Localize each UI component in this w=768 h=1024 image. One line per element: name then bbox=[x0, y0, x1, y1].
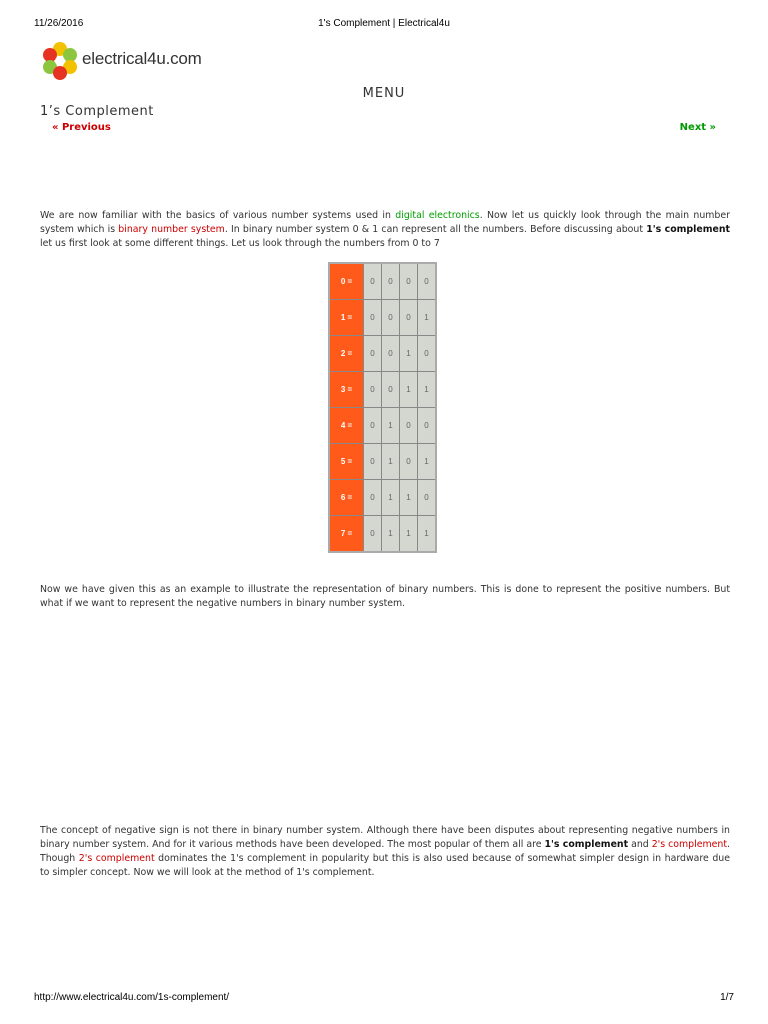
number-label-cell: 3 = bbox=[329, 372, 364, 408]
bit-cell: 0 bbox=[364, 516, 382, 553]
bit-cell: 1 bbox=[382, 408, 400, 444]
bit-cell: 0 bbox=[418, 480, 437, 516]
example-paragraph bbox=[40, 583, 730, 611]
bit-cell: 1 bbox=[400, 336, 418, 372]
twos-complement-link[interactable]: 2's complement bbox=[78, 853, 155, 864]
bit-cell: 1 bbox=[418, 444, 437, 480]
table-row bbox=[329, 480, 436, 516]
bit-cell: 0 bbox=[364, 263, 382, 300]
digital-electronics-link[interactable]: digital electronics bbox=[395, 210, 480, 221]
number-label-cell: 0 = bbox=[329, 263, 364, 300]
bit-cell: 1 bbox=[382, 480, 400, 516]
bit-cell: 1 bbox=[400, 480, 418, 516]
bit-cell: 0 bbox=[364, 336, 382, 372]
bit-cell: 0 bbox=[400, 300, 418, 336]
bit-cell: 0 bbox=[418, 408, 437, 444]
text-segment: We are now familiar with the basics of various number systems used in bbox=[40, 210, 396, 221]
text-segment: let us first look at some different things. Let us look through the numbers from 0 to 7 bbox=[40, 238, 440, 249]
page-title: 1’s Complement bbox=[40, 104, 154, 119]
table-row bbox=[329, 408, 436, 444]
page-number: 1/7 bbox=[720, 992, 734, 1003]
intro-paragraph bbox=[40, 209, 730, 251]
bit-cell: 0 bbox=[400, 444, 418, 480]
text-segment: . Though bbox=[40, 839, 730, 864]
number-label-cell: 2 = bbox=[329, 336, 364, 372]
number-label-cell: 5 = bbox=[329, 444, 364, 480]
bit-cell: 0 bbox=[382, 372, 400, 408]
bit-cell: 0 bbox=[364, 300, 382, 336]
number-label-cell: 1 = bbox=[329, 300, 364, 336]
number-label-cell: 4 = bbox=[329, 408, 364, 444]
text-segment: dominates the 1's complement in popularity but this is also used because of somewhat simpler design in hardware due to simpler concept. Now we will look at the method of 1's complement. bbox=[40, 853, 731, 878]
print-url: http://www.electrical4u.com/1s-complement/ bbox=[34, 992, 230, 1003]
text-segment: . In binary number system 0 & 1 can represent all the numbers. Before discussing about bbox=[224, 224, 647, 235]
text-segment: Now we have given this as an example to illustrate the representation of binary numbers. This is done to represent the positive numbers. But what if we want to represent the negative numbers in binary number system. bbox=[40, 584, 730, 609]
table-row bbox=[329, 336, 436, 372]
bit-cell: 1 bbox=[418, 516, 437, 553]
logo-text: electrical4u.com bbox=[82, 49, 202, 68]
bit-cell: 0 bbox=[364, 372, 382, 408]
bold-term: 1's complement bbox=[544, 839, 629, 850]
bit-cell: 1 bbox=[382, 444, 400, 480]
logo-hexagon-icon bbox=[42, 40, 78, 80]
bit-cell: 0 bbox=[364, 480, 382, 516]
previous-link[interactable]: « Previous bbox=[52, 122, 111, 133]
number-label-cell: 7 = bbox=[329, 516, 364, 553]
bit-cell: 0 bbox=[364, 444, 382, 480]
binary-number-system-link[interactable]: binary number system bbox=[118, 224, 225, 235]
text-segment: The concept of negative sign is not there in binary number system. Although there have been disputes about representing negative numbers in binary number system. And for it various methods have been developed. The most popular of them all are bbox=[40, 825, 730, 850]
table-row bbox=[329, 516, 436, 553]
table-row bbox=[329, 372, 436, 408]
print-footer bbox=[34, 992, 734, 1006]
bit-cell: 0 bbox=[382, 263, 400, 300]
number-label-cell: 6 = bbox=[329, 480, 364, 516]
print-date: 11/26/2016 bbox=[34, 18, 84, 29]
bit-cell: 0 bbox=[382, 336, 400, 372]
next-link[interactable]: Next » bbox=[679, 122, 716, 133]
bit-cell: 1 bbox=[418, 372, 437, 408]
twos-complement-link[interactable]: 2's complement bbox=[651, 839, 727, 850]
bit-cell: 1 bbox=[382, 516, 400, 553]
text-segment: . Now let us quickly look through the main number system which is bbox=[40, 210, 730, 235]
binary-numbers-table bbox=[328, 262, 437, 553]
bit-cell: 1 bbox=[418, 300, 437, 336]
bit-cell: 0 bbox=[418, 263, 437, 300]
bit-cell: 0 bbox=[382, 300, 400, 336]
bold-term: 1's complement bbox=[646, 224, 730, 235]
print-header bbox=[34, 18, 734, 32]
bit-cell: 1 bbox=[400, 372, 418, 408]
bit-cell: 0 bbox=[418, 336, 437, 372]
bit-cell: 0 bbox=[400, 263, 418, 300]
bit-cell: 0 bbox=[400, 408, 418, 444]
bit-cell: 0 bbox=[364, 408, 382, 444]
negative-sign-paragraph bbox=[40, 824, 730, 880]
table-row bbox=[329, 444, 436, 480]
text-segment: and bbox=[628, 839, 652, 850]
menu-button[interactable]: MENU bbox=[362, 86, 406, 101]
table-row bbox=[329, 300, 436, 336]
print-page-title: 1's Complement | Electrical4u bbox=[318, 18, 450, 29]
bit-cell: 1 bbox=[400, 516, 418, 553]
site-logo[interactable] bbox=[42, 40, 232, 80]
table-row bbox=[329, 263, 436, 300]
